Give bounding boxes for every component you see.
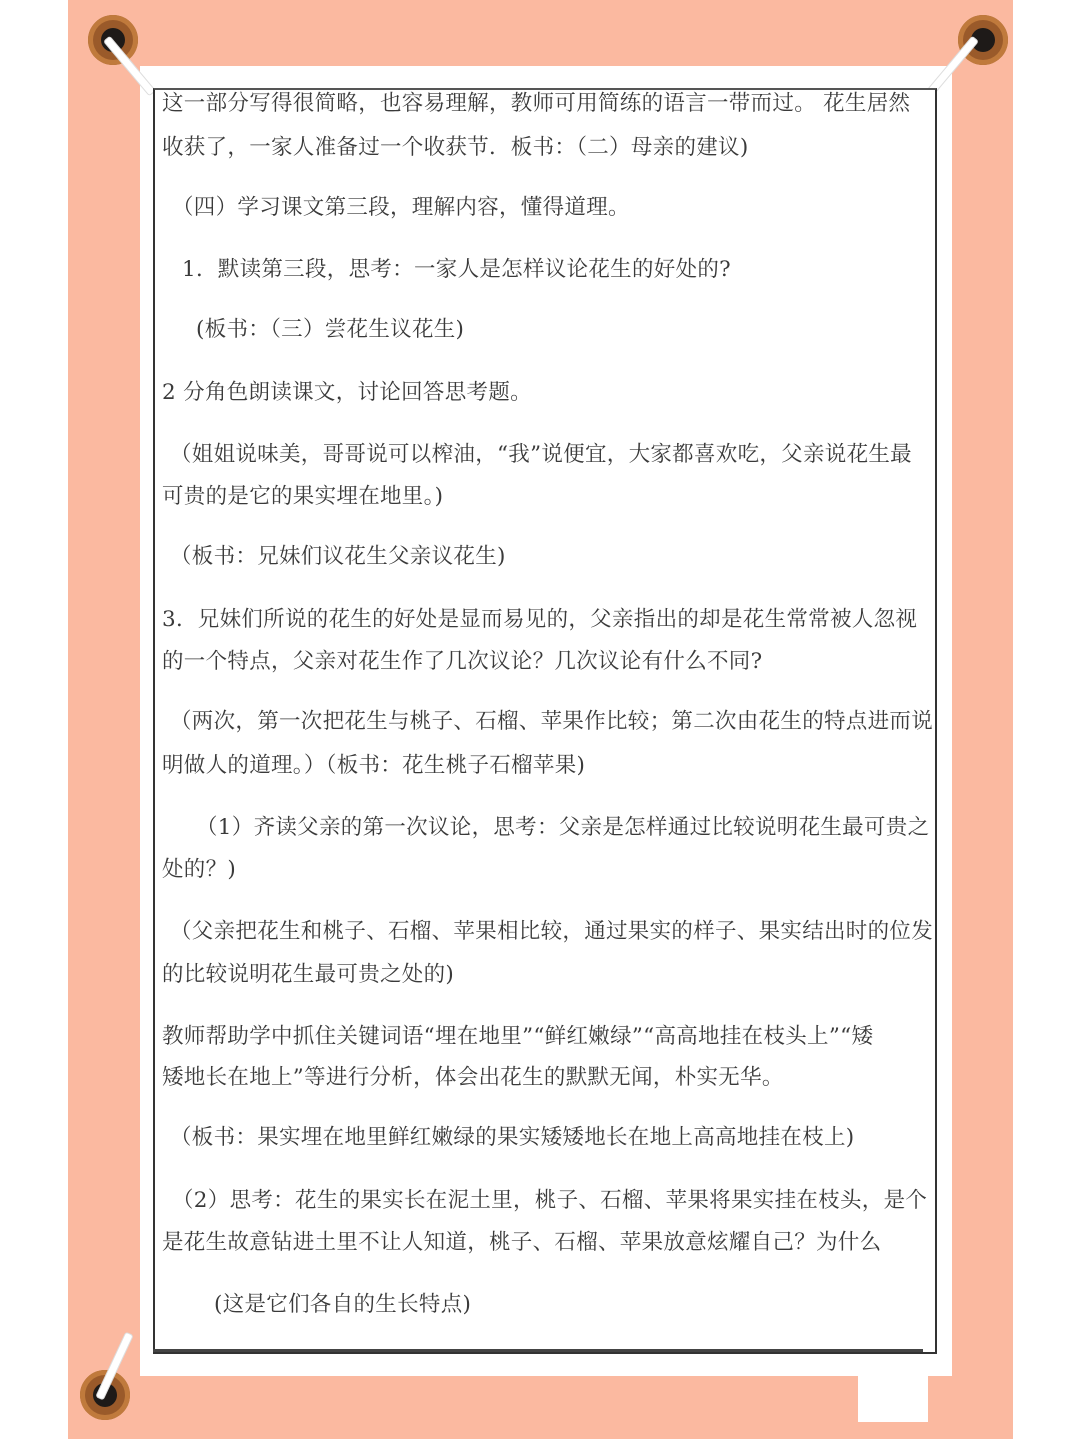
text-line: 教师帮助学中抓住关键词语“埋在地里”“鲜红嫩绿”“高高地挂在枝头上”“矮: [162, 1024, 874, 1049]
text-line: 这一部分写得很简略，也容易理解，教师可用简练的语言一带而过。 花生居然: [162, 91, 911, 116]
document-bottom-rule: [153, 1349, 923, 1352]
text-line: （姐姐说味美，哥哥说可以榨油，“我”说便宜，大家都喜欢吃，父亲说花生最: [170, 442, 912, 467]
text-line: (板书：（三）尝花生议花生): [196, 317, 465, 342]
text-line: 明做人的道理。）（板书：花生桃子石榴苹果): [162, 753, 586, 778]
paper-tab: [858, 1370, 928, 1422]
text-line: 可贵的是它的果实埋在地里。): [162, 484, 444, 509]
text-line: 处的？): [162, 857, 237, 882]
text-line: （2）思考：花生的果实长在泥土里，桃子、石榴、苹果将果实挂在枝头，是个: [172, 1188, 928, 1213]
text-line: 的一个特点，父亲对花生作了几次议论？几次议论有什么不同?: [162, 649, 763, 674]
text-line: （1）齐读父亲的第一次议论，思考：父亲是怎样通过比较说明花生最可贵之: [196, 815, 930, 840]
text-line: 收获了，一家人准备过一个收获节．板书：（二）母亲的建议): [162, 135, 749, 160]
text-line: 3．兄妹们所说的花生的好处是显而易见的，父亲指出的却是花生常常被人忽视: [162, 607, 918, 632]
text-line: （板书：兄妹们议花生父亲议花生): [170, 544, 506, 569]
text-line: 是花生故意钻进土里不让人知道，桃子、石榴、苹果放意炫耀自己？为什么: [162, 1230, 882, 1255]
text-line: （两次，第一次把花生与桃子、石榴、苹果作比较；第二次由花生的特点进而说: [170, 709, 934, 734]
text-line: （父亲把花生和桃子、石榴、苹果相比较，通过果实的样子、果实结出时的位发: [170, 919, 934, 944]
text-line: （板书：果实埋在地里鲜红嫩绿的果实矮矮地长在地上高高地挂在枝上): [170, 1125, 855, 1150]
text-line: 2 分角色朗读课文，讨论回答思考题。: [162, 380, 532, 405]
text-line: 矮地长在地上”等进行分析，体会出花生的默默无闻，朴实无华。: [162, 1065, 784, 1090]
text-line: 1．默读第三段，思考：一家人是怎样议论花生的好处的?: [182, 257, 732, 282]
section-heading: （四）学习课文第三段，理解内容，懂得道理。: [172, 195, 630, 220]
text-line: (这是它们各自的生长特点): [214, 1292, 472, 1317]
text-line: 的比较说明花生最可贵之处的): [162, 962, 455, 987]
